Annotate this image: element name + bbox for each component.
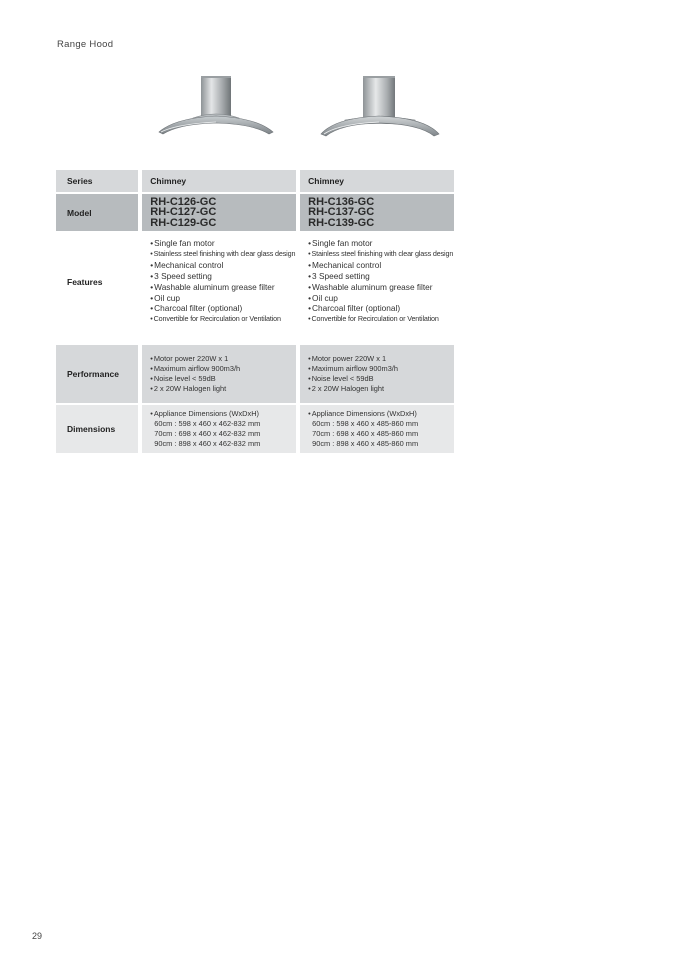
dimension-item: 90cm : 898 x 460 x 462-832 mm — [154, 439, 261, 449]
performance-row — [56, 345, 454, 403]
dimension-item: 70cm : 698 x 460 x 485-860 mm — [312, 429, 419, 439]
performance-label: Performance — [56, 345, 138, 403]
dimensions-row — [56, 405, 454, 453]
spec-table — [52, 170, 458, 453]
features-list-left — [142, 231, 296, 325]
feature-item: • Mechanical control — [150, 260, 296, 271]
feature-item: • Charcoal filter (optional) — [150, 303, 296, 314]
model-number: RH-C126-GC — [150, 195, 217, 208]
dimensions-label: Dimensions — [56, 405, 138, 453]
features-label: Features — [67, 277, 103, 288]
range-hood-image-right — [319, 74, 441, 140]
model-values-left — [142, 194, 296, 231]
series-label: Series — [56, 170, 138, 192]
series-value-right: Chimney — [300, 170, 454, 192]
performance-list-left — [142, 345, 296, 403]
model-values-right — [300, 194, 454, 231]
performance-item: • Motor power 220W x 1 — [150, 354, 296, 364]
feature-item: • Stainless steel finishing with clear glass design — [150, 249, 296, 260]
range-hood-image-left — [155, 74, 277, 140]
feature-item: • Stainless steel finishing with clear glass design — [308, 249, 454, 260]
feature-item: • Oil cup — [150, 293, 296, 304]
dimension-item: 90cm : 898 x 460 x 485-860 mm — [312, 439, 419, 449]
model-number: RH-C136-GC — [308, 195, 375, 208]
feature-item: • Washable aluminum grease filter — [308, 282, 454, 293]
feature-item: • Convertible for Recirculation or Ventilation — [308, 314, 454, 325]
model-row — [56, 194, 454, 231]
feature-item: • Mechanical control — [308, 260, 454, 271]
feature-item: • 3 Speed setting — [308, 271, 454, 282]
dimensions-list-left — [142, 405, 296, 453]
performance-item: • Maximum airflow 900m3/h — [308, 364, 454, 374]
dimensions-title: • Appliance Dimensions (WxDxH) — [308, 409, 454, 419]
performance-item: • Maximum airflow 900m3/h — [150, 364, 296, 374]
section-header: Range Hood — [57, 39, 114, 50]
dimensions-list-right — [300, 405, 454, 453]
feature-item: • Convertible for Recirculation or Ventilation — [150, 314, 296, 325]
dimension-item: 70cm : 698 x 460 x 462-832 mm — [154, 429, 261, 439]
features-list-right — [300, 231, 454, 325]
series-value-left: Chimney — [142, 170, 296, 192]
model-label: Model — [56, 194, 138, 231]
model-number: RH-C127-GC — [150, 206, 217, 219]
dimension-item: 60cm : 598 x 460 x 485-860 mm — [312, 419, 419, 429]
performance-list-right — [300, 345, 454, 403]
features-row — [56, 231, 454, 325]
model-number: RH-C129-GC — [150, 216, 217, 229]
dimensions-title: • Appliance Dimensions (WxDxH) — [150, 409, 296, 419]
performance-item: • Noise level < 59dB — [308, 374, 454, 384]
feature-item: • Single fan motor — [150, 238, 296, 249]
feature-item: • 3 Speed setting — [150, 271, 296, 282]
feature-item: • Washable aluminum grease filter — [150, 282, 296, 293]
model-number: RH-C137-GC — [308, 206, 375, 219]
feature-item: • Single fan motor — [308, 238, 454, 249]
model-number: RH-C139-GC — [308, 216, 375, 229]
feature-item: • Charcoal filter (optional) — [308, 303, 454, 314]
performance-item: • 2 x 20W Halogen light — [150, 384, 296, 394]
feature-item: • Oil cup — [308, 293, 454, 304]
performance-item: • 2 x 20W Halogen light — [308, 384, 454, 394]
dimension-item: 60cm : 598 x 460 x 462-832 mm — [154, 419, 261, 429]
performance-item: • Noise level < 59dB — [150, 374, 296, 384]
series-row — [56, 170, 454, 192]
page-number: 29 — [32, 931, 43, 941]
performance-item: • Motor power 220W x 1 — [308, 354, 454, 364]
